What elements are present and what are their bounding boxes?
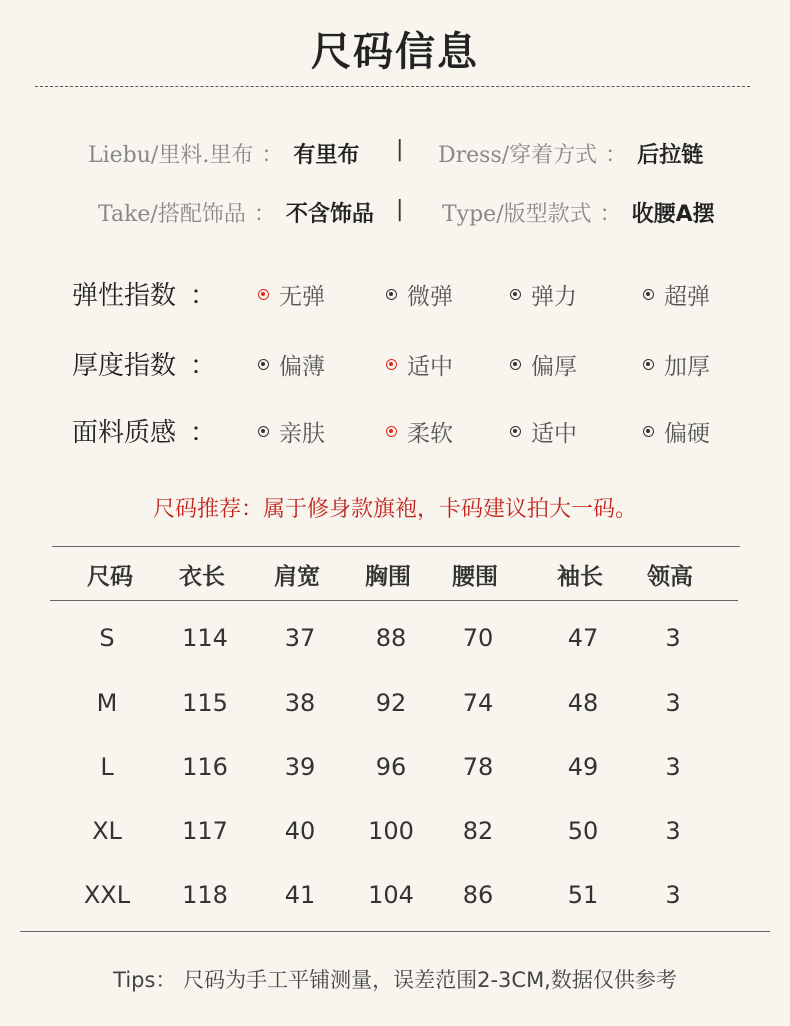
table-cell: 41 bbox=[284, 881, 316, 909]
table-header-cell: 领高 bbox=[647, 563, 693, 590]
table-cell: 38 bbox=[284, 689, 316, 717]
rating-option bbox=[258, 278, 325, 311]
info-take: Take/搭配饰品 ： 不含饰品 bbox=[98, 202, 374, 227]
table-cell: 47 bbox=[567, 624, 599, 652]
rating-option-label: 微弹 bbox=[407, 284, 453, 310]
table-cell: 92 bbox=[375, 689, 407, 717]
rating-option-label: 偏薄 bbox=[279, 354, 325, 380]
info-lining: Liebu/里料.里布 ： 有里布 bbox=[88, 143, 360, 168]
table-cell: 48 bbox=[567, 689, 599, 717]
rating-option-label: 柔软 bbox=[407, 421, 453, 447]
table-cell: 3 bbox=[665, 881, 681, 909]
rating-option-label: 加厚 bbox=[664, 354, 710, 380]
table-header-cell: 胸围 bbox=[365, 563, 411, 590]
table-cell: 74 bbox=[462, 689, 494, 717]
table-cell: 88 bbox=[375, 624, 407, 652]
rating-option bbox=[258, 415, 325, 448]
table-cell: 3 bbox=[665, 624, 681, 652]
table-header-cell: 袖长 bbox=[557, 563, 603, 590]
table-cell: 3 bbox=[665, 689, 681, 717]
radio-icon bbox=[258, 359, 269, 370]
size-recommendation: 尺码推荐：属于修身款旗袍，卡码建议拍大一码。 bbox=[152, 497, 637, 522]
info-type: Type/版型款式 ： 收腰A摆 bbox=[442, 202, 715, 227]
table-cell: 39 bbox=[284, 753, 316, 781]
rating-option bbox=[643, 415, 710, 448]
rating-option-label: 超弹 bbox=[664, 284, 710, 310]
radio-icon bbox=[258, 426, 269, 437]
rating-option bbox=[386, 278, 453, 311]
table-cell: 115 bbox=[182, 689, 228, 717]
rating-option-label: 适中 bbox=[531, 421, 577, 447]
table-cell: 40 bbox=[284, 817, 316, 845]
rating-option bbox=[643, 278, 710, 311]
rating-option bbox=[386, 348, 453, 381]
table-cell: XL bbox=[92, 817, 122, 845]
info-dress: Dress/穿着方式 ： 后拉链 bbox=[438, 143, 704, 168]
dashed-divider bbox=[35, 86, 750, 87]
radio-icon bbox=[643, 426, 654, 437]
rating-option-label: 偏硬 bbox=[664, 421, 710, 447]
info-dress-value: 后拉链 bbox=[637, 143, 704, 168]
table-cell: L bbox=[100, 753, 114, 781]
rating-option-label: 适中 bbox=[407, 354, 453, 380]
rating-option bbox=[258, 348, 325, 381]
table-cell: 118 bbox=[182, 881, 228, 909]
rating-label: 面料质感 ： bbox=[72, 418, 217, 448]
radio-icon bbox=[643, 289, 654, 300]
radio-icon bbox=[386, 289, 397, 300]
table-cell: 86 bbox=[462, 881, 494, 909]
tips-note: Tips： 尺码为手工平铺测量，误差范围2-3CM,数据仅供参考 bbox=[113, 968, 677, 992]
info-separator: | bbox=[396, 137, 404, 162]
rating-option bbox=[510, 348, 577, 381]
rating-option-label: 偏厚 bbox=[531, 354, 577, 380]
table-header-cell: 肩宽 bbox=[274, 563, 320, 590]
radio-selected-icon bbox=[386, 359, 397, 370]
radio-icon bbox=[510, 359, 521, 370]
table-cell: 116 bbox=[182, 753, 228, 781]
table-cell: 37 bbox=[284, 624, 316, 652]
rating-option bbox=[510, 415, 577, 448]
info-take-value: 不含饰品 bbox=[285, 202, 374, 227]
info-separator: | bbox=[396, 197, 404, 222]
rating-option-label: 亲肤 bbox=[279, 421, 325, 447]
rating-option bbox=[386, 415, 453, 448]
table-header-rule bbox=[50, 600, 738, 601]
table-cell: 117 bbox=[182, 817, 228, 845]
info-type-value: 收腰A摆 bbox=[631, 202, 715, 227]
table-cell: 78 bbox=[462, 753, 494, 781]
info-dress-key: Dress/穿着方式 bbox=[438, 143, 598, 168]
table-cell: 114 bbox=[182, 624, 228, 652]
rating-label: 厚度指数 ： bbox=[72, 351, 217, 381]
page-title: 尺码信息 bbox=[311, 29, 479, 75]
table-header-cell: 尺码 bbox=[87, 563, 133, 590]
table-cell: 70 bbox=[462, 624, 494, 652]
info-lining-key: Liebu/里料.里布 bbox=[88, 143, 254, 168]
radio-selected-icon bbox=[258, 289, 269, 300]
table-top-rule bbox=[52, 546, 740, 547]
table-cell: 3 bbox=[665, 817, 681, 845]
table-cell: M bbox=[96, 689, 118, 717]
rating-option bbox=[510, 278, 577, 311]
radio-icon bbox=[510, 289, 521, 300]
radio-selected-icon bbox=[386, 426, 397, 437]
table-cell: 96 bbox=[375, 753, 407, 781]
table-header-cell: 衣长 bbox=[179, 563, 225, 590]
table-header-cell: 腰围 bbox=[452, 563, 498, 590]
table-cell: 3 bbox=[665, 753, 681, 781]
info-type-key: Type/版型款式 bbox=[442, 202, 592, 227]
table-cell: 82 bbox=[462, 817, 494, 845]
rating-option-label: 弹力 bbox=[531, 284, 577, 310]
radio-icon bbox=[510, 426, 521, 437]
rating-label: 弹性指数 ： bbox=[72, 281, 217, 311]
radio-icon bbox=[643, 359, 654, 370]
table-cell: S bbox=[99, 624, 115, 652]
info-take-key: Take/搭配饰品 bbox=[98, 202, 246, 227]
table-cell: 100 bbox=[368, 817, 414, 845]
table-cell: 50 bbox=[567, 817, 599, 845]
info-lining-value: 有里布 bbox=[293, 143, 360, 168]
rating-option-label: 无弹 bbox=[279, 284, 325, 310]
table-cell: 51 bbox=[567, 881, 599, 909]
table-bottom-rule bbox=[20, 931, 770, 932]
rating-option bbox=[643, 348, 710, 381]
table-cell: 104 bbox=[368, 881, 414, 909]
table-cell: XXL bbox=[83, 881, 131, 909]
table-cell: 49 bbox=[567, 753, 599, 781]
